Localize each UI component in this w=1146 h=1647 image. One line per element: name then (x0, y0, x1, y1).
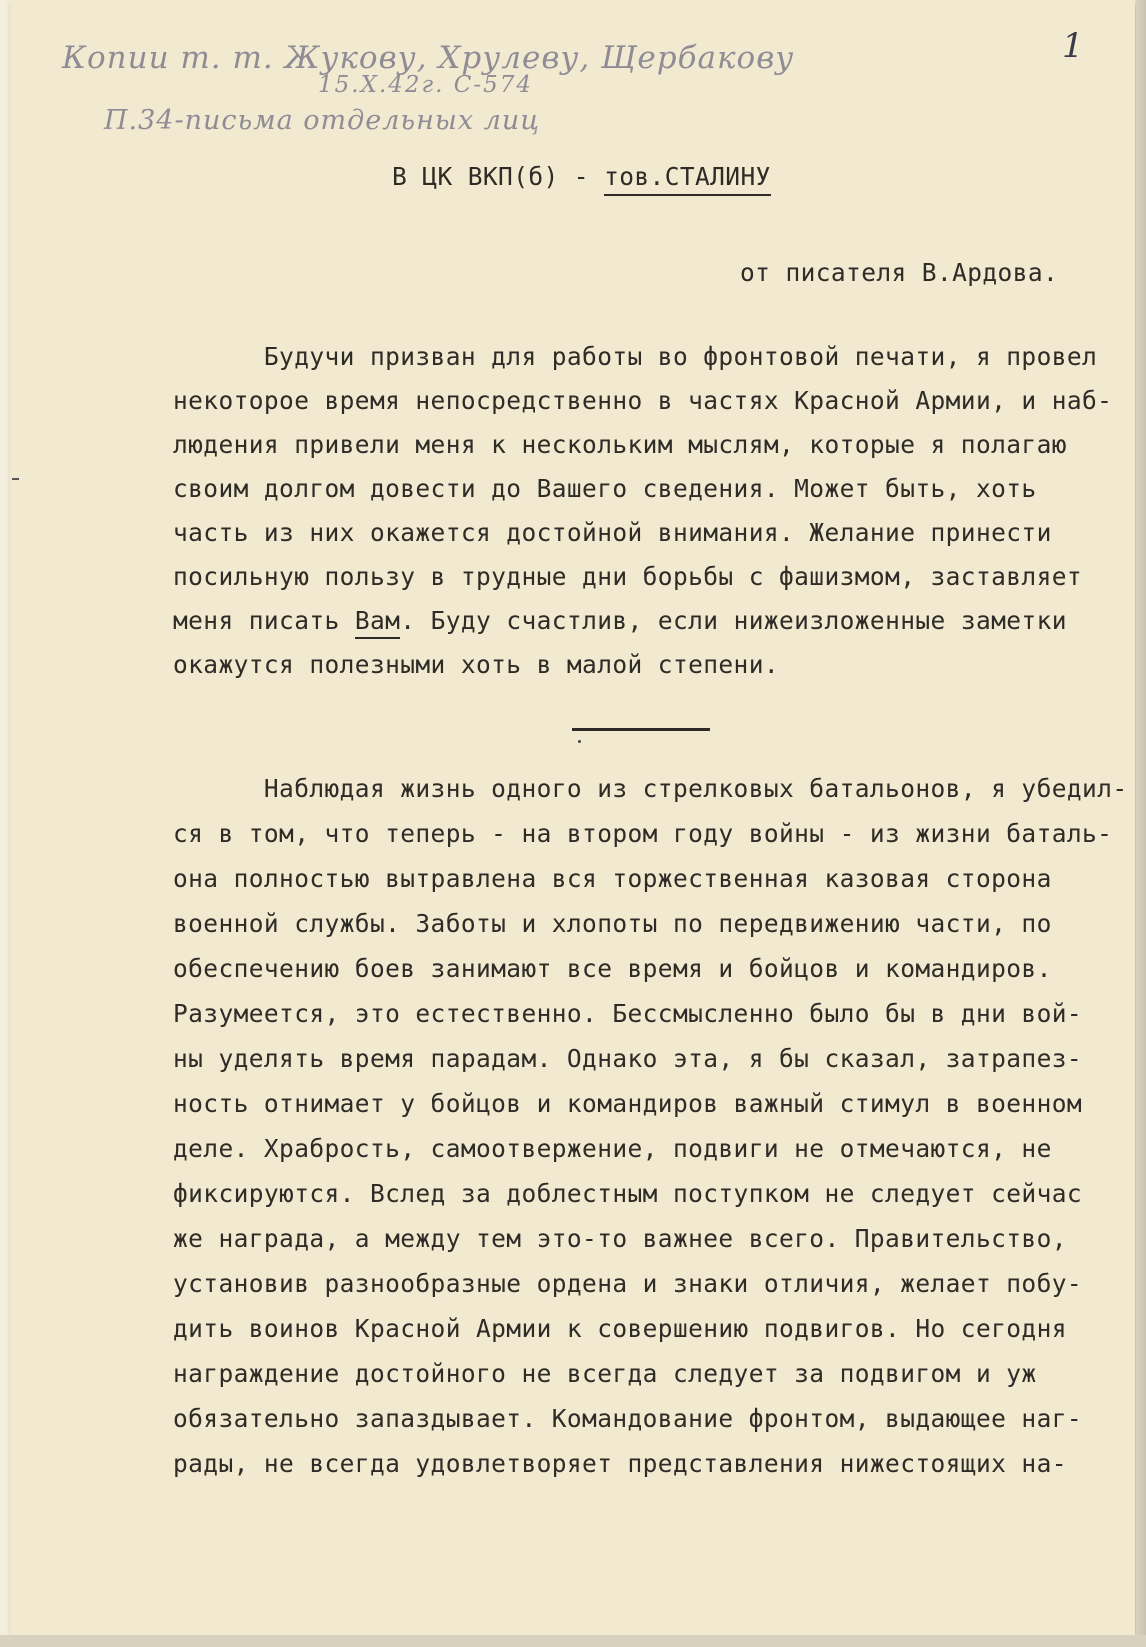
text-line: Разумеется, это естественно. Бессмысленно было бы в дни вой- (173, 999, 1083, 1028)
text-line: она полностью вытравлена вся торжественная казовая сторона (173, 864, 1052, 893)
page-number: 1 (1062, 26, 1084, 66)
text-segment: меня писать (173, 606, 355, 635)
text-segment: . Буду счастлив, если нижеизложенные заметки (400, 606, 1067, 635)
text-line: рады, не всегда удовлетворяет представления нижестоящих на- (173, 1449, 1067, 1478)
text-line: ность отнимает у бойцов и командиров важный стимул в военном (173, 1089, 1083, 1118)
text-line: окажутся полезными хоть в малой степени. (173, 650, 780, 679)
page-edge-bottom (0, 1635, 1146, 1647)
page-edge-right (1136, 0, 1146, 1647)
underlined-word: Вам (355, 606, 400, 639)
text-line: ны уделять время парадам. Однако эта, я бы сказал, затрапез- (173, 1044, 1083, 1073)
addressee-prefix: В ЦК ВКП(б) - (392, 162, 605, 191)
text-line: людения привели меня к нескольким мыслям, которые я полагаю (173, 430, 1067, 459)
addressee (392, 162, 771, 191)
text-line: Наблюдая жизнь одного из стрелковых батальонов, я убедил- (173, 774, 1128, 803)
text-line: обязательно запаздывает. Командование фронтом, выдающее наг- (173, 1404, 1083, 1433)
text-line: же награда, а между тем это-то важнее всего. Правительство, (173, 1224, 1067, 1253)
section-separator (572, 728, 710, 731)
text-line: дить воинов Красной Армии к совершению подвигов. Но сегодня (173, 1314, 1067, 1343)
handwritten-date-note: 15.X.42г. С-574 (318, 72, 534, 98)
text-line: фиксируются. Вслед за доблестным поступком не следует сейчас (173, 1179, 1083, 1208)
letter-sheet (10, 0, 1135, 1635)
text-line: некоторое время непосредственно в частях Красной Армии, и наб- (173, 386, 1113, 415)
addressee-name: тов.СТАЛИНУ (604, 162, 771, 196)
text-line: посильную пользу в трудные дни борьбы с фашизмом, заставляет (173, 562, 1083, 591)
handwritten-copies-note: Копии т. т. Жукову, Хрулеву, Щербакову (62, 40, 795, 76)
text-line: часть из них окажется достойной внимания. Желание принести (173, 518, 1052, 547)
text-line: Будучи призван для работы во фронтовой печати, я провел (173, 342, 1098, 371)
text-line: награждение достойного не всегда следует за подвигом и уж (173, 1359, 1037, 1388)
sender-line: от писателя В.Ардова. (740, 258, 1059, 287)
text-line: обеспечению боев занимают все время и бойцов и командиров. (173, 954, 1052, 983)
text-line: ся в том, что теперь - на втором году войны - из жизни баталь- (173, 819, 1113, 848)
separator-dot (578, 740, 581, 743)
text-line: установив разнообразные ордена и знаки отличия, желает побу- (173, 1269, 1083, 1298)
text-line: военной службы. Заботы и хлопоты по передвижению части, по (173, 909, 1052, 938)
text-line (173, 606, 1067, 635)
text-line: деле. Храбрость, самоотвержение, подвиги не отмечаются, не (173, 1134, 1052, 1163)
handwritten-category-note: П.34-письма отдельных лиц (104, 105, 541, 136)
margin-mark (12, 478, 19, 480)
text-line: своим долгом довести до Вашего сведения. Может быть, хоть (173, 474, 1037, 503)
